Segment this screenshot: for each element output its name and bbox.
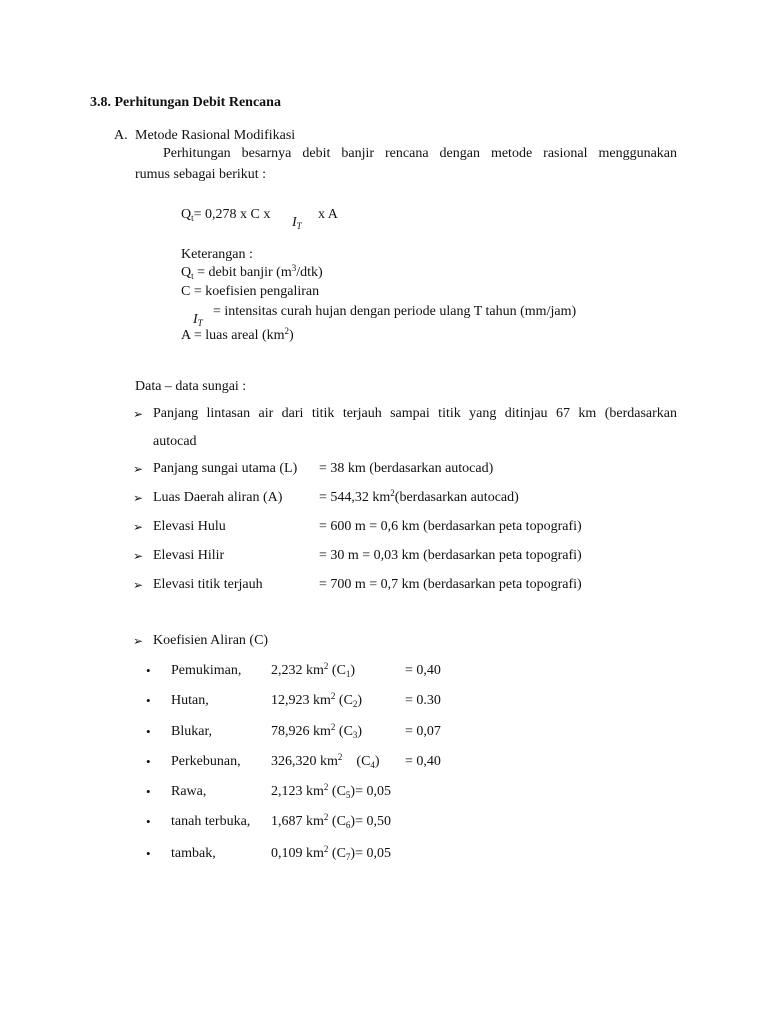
coef-symbol: C bbox=[336, 663, 346, 678]
bullet: • bbox=[146, 784, 151, 799]
intro-line-2: rumus sebagai berikut : bbox=[135, 167, 267, 182]
arrow-bullet: ➢ bbox=[133, 578, 144, 592]
formula-eq: = 0,278 x C x bbox=[193, 207, 271, 222]
coef-area-sup: 2 bbox=[323, 812, 329, 822]
legend-q-def: = debit banjir (m bbox=[193, 265, 292, 280]
coef-area-value: 2,123 km bbox=[271, 784, 324, 799]
coef-symbol-sub: 1 bbox=[345, 669, 351, 679]
river-data-value-a: = 544,32 km bbox=[319, 490, 391, 505]
river-data-line-2: autocad bbox=[153, 434, 197, 449]
coef-area-sup: 2 bbox=[330, 691, 336, 701]
formula-q-sub: t bbox=[191, 213, 194, 223]
coef-symbol: C bbox=[343, 693, 353, 708]
river-data-label: Elevasi titik terjauh bbox=[153, 577, 263, 592]
bullet: • bbox=[146, 846, 151, 861]
river-data-line-1: Panjang lintasan air dari titik terjauh sampai titik yang ditinjau 67 km (berdasarkan bbox=[153, 406, 677, 421]
coef-area: 12,923 $km^2$ $(C_2)$ bbox=[271, 691, 363, 709]
formula-i: I bbox=[292, 215, 297, 230]
river-data-label: Panjang sungai utama (L) bbox=[153, 461, 298, 476]
coef-symbol-sub: 3 bbox=[352, 730, 358, 740]
coef-value: = 0,40 bbox=[405, 754, 441, 769]
arrow-bullet: ➢ bbox=[133, 549, 144, 563]
coef-area-sup: 2 bbox=[323, 844, 329, 854]
legend-title: Keterangan : bbox=[181, 247, 253, 262]
coef-symbol-sub: 2 bbox=[352, 699, 358, 709]
coef-value: = 0,05 bbox=[355, 846, 391, 861]
legend-a-sup: 2 bbox=[284, 326, 290, 336]
legend-i: I bbox=[193, 312, 198, 327]
data-title: Data – data sungai : bbox=[135, 379, 247, 394]
arrow-bullet: ➢ bbox=[133, 462, 144, 476]
arrow-bullet: ➢ bbox=[133, 407, 144, 421]
river-data-value: = 38 km (berdasarkan autocad) bbox=[319, 461, 494, 476]
bullet: • bbox=[146, 754, 151, 769]
coef-area-sup: 2 bbox=[323, 782, 329, 792]
coef-value: = 0,07 bbox=[405, 724, 441, 739]
coef-symbol: C bbox=[361, 754, 371, 769]
coef-symbol: C bbox=[336, 784, 346, 799]
river-data-value-b: (berdasarkan autocad) bbox=[394, 490, 519, 505]
coef-area: 2,232 $km^2$ $(C_1)$ bbox=[271, 661, 356, 679]
coef-value: = 0,05 bbox=[355, 784, 391, 799]
bullet: • bbox=[146, 814, 151, 829]
river-data-value-sup: 2 bbox=[390, 488, 395, 498]
legend-i-def: = intensitas curah hujan dengan periode ulang T tahun (mm/jam) bbox=[213, 304, 577, 319]
formula bbox=[181, 206, 270, 224]
arrow-bullet: ➢ bbox=[133, 634, 144, 648]
coef-symbol: C bbox=[343, 724, 353, 739]
river-data-value: = 30 m = 0,03 km (berdasarkan peta topografi) bbox=[319, 548, 582, 563]
legend-q-tail: /dtk) bbox=[296, 265, 323, 280]
formula-tail: x A bbox=[318, 207, 338, 222]
arrow-bullet: ➢ bbox=[133, 491, 144, 505]
coef-name: Blukar, bbox=[171, 724, 213, 739]
legend-a-tail: ) bbox=[289, 328, 294, 343]
river-data-value bbox=[319, 489, 519, 507]
coef-title: Koefisien Aliran (C) bbox=[153, 633, 269, 648]
method-title: Metode Rasional Modifikasi bbox=[135, 128, 296, 143]
coef-symbol-sub: 4 bbox=[370, 760, 375, 770]
legend-c: C = koefisien pengaliran bbox=[181, 284, 320, 299]
legend-a bbox=[181, 327, 294, 345]
formula-i-sub: T bbox=[296, 221, 302, 231]
bullet: • bbox=[146, 693, 151, 708]
coef-name: tanah terbuka, bbox=[171, 814, 251, 829]
legend-a-def: A = luas areal (km bbox=[181, 328, 285, 343]
legend-q bbox=[181, 264, 323, 282]
coef-area: 0,109 $km^2$ $(C_7)= 0,05$ bbox=[271, 844, 391, 862]
coef-value: = 0,40 bbox=[405, 663, 441, 678]
section-title: 3.8. Perhitungan Debit Rencana bbox=[90, 95, 281, 110]
coef-area-sup: 2 bbox=[323, 661, 329, 671]
coef-area-value: 1,687 km bbox=[271, 814, 324, 829]
coef-area-sup: 2 bbox=[330, 722, 336, 732]
method-marker: A. bbox=[114, 128, 128, 143]
river-data-value: = 700 m = 0,7 km (berdasarkan peta topografi) bbox=[319, 577, 582, 592]
coef-area-value: 2,232 km bbox=[271, 663, 324, 678]
coef-area-value: 78,926 km bbox=[271, 724, 331, 739]
coef-area: 1,687 $km^2$ $(C_6)= 0,50$ bbox=[271, 812, 391, 830]
formula-q: Q bbox=[181, 207, 192, 222]
river-data-label: Elevasi Hilir bbox=[153, 548, 225, 563]
coef-name: Hutan, bbox=[171, 693, 209, 708]
legend-i-sub: T bbox=[197, 318, 203, 328]
river-data-label: Luas Daerah aliran (A) bbox=[153, 490, 283, 505]
coef-area: 326,320 $km^2$ $(C_4)$ bbox=[271, 752, 380, 770]
coef-symbol-sub: 7 bbox=[345, 852, 351, 862]
coef-name: Rawa, bbox=[171, 784, 207, 799]
legend-q-sup: 3 bbox=[291, 263, 297, 273]
coef-area-value: 0,109 km bbox=[271, 846, 324, 861]
coef-name: Pemukiman, bbox=[171, 663, 242, 678]
bullet: • bbox=[146, 724, 151, 739]
coef-symbol-sub: 6 bbox=[345, 820, 351, 830]
coef-area-sup: 2 bbox=[337, 752, 343, 762]
intro-line-1: Perhitungan besarnya debit banjir rencana dengan metode rasional menggunakan bbox=[163, 146, 677, 161]
coef-area: 78,926 $km^2$ $(C_3)$ bbox=[271, 722, 363, 740]
coef-symbol-sub: 5 bbox=[345, 790, 351, 800]
legend-q-symbol: Q bbox=[181, 265, 192, 280]
formula-intensity bbox=[292, 214, 302, 232]
river-data-value: = 600 m = 0,6 km (berdasarkan peta topografi) bbox=[319, 519, 582, 534]
coef-symbol: C bbox=[336, 846, 346, 861]
coef-area-value: 326,320 km bbox=[271, 754, 338, 769]
bullet: • bbox=[146, 663, 151, 678]
river-data-label: Elevasi Hulu bbox=[153, 519, 226, 534]
coef-symbol: C bbox=[336, 814, 346, 829]
coef-name: tambak, bbox=[171, 846, 216, 861]
legend-q-sub: t bbox=[191, 271, 194, 281]
coef-value: = 0.30 bbox=[405, 693, 441, 708]
coef-area: 2,123 $km^2$ $(C_5)= 0,05$ bbox=[271, 782, 391, 800]
coef-area-value: 12,923 km bbox=[271, 693, 331, 708]
coef-value: = 0,50 bbox=[355, 814, 391, 829]
coef-name: Perkebunan, bbox=[171, 754, 241, 769]
arrow-bullet: ➢ bbox=[133, 520, 144, 534]
